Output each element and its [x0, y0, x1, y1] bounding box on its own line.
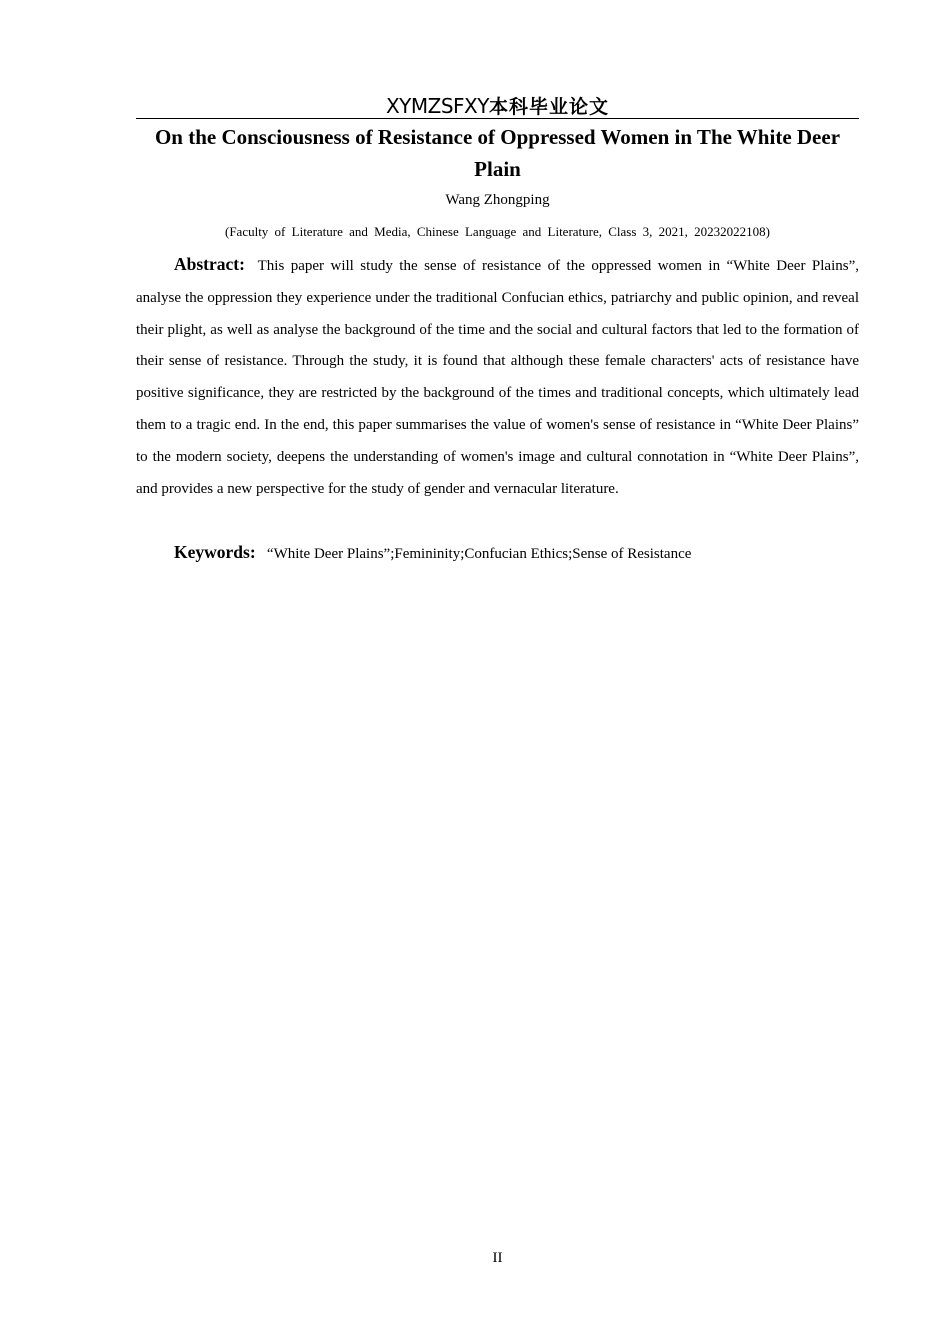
abstract-label: Abstract: [174, 254, 245, 274]
keywords-paragraph [136, 538, 859, 568]
paper-title: On the Consciousness of Resistance of Oppressed Women in The White Deer Plain [154, 125, 841, 181]
keywords-label: Keywords: [174, 542, 256, 562]
keywords-text: “White Deer Plains”;Femininity;Confucian Ethics;Sense of Resistance [266, 546, 692, 562]
abstract-paragraph [136, 249, 859, 505]
author-affiliation: (Faculty of Literature and Media, Chinese Language and Literature, Class 3, 2021, 20232022108) [224, 224, 771, 239]
running-header [136, 94, 859, 119]
author-name: Wang Zhongping [445, 192, 550, 208]
page-number: II [492, 1250, 503, 1266]
abstract-text: This paper will study the sense of resistance of the oppressed women in “White Deer Plains”, analyse the oppression they experience under the traditional Confucian ethics, patriarchy and public opinion, and reveal their plight, as well as analyse the background of the time and the social and cultural factors that led to the formation of their sense of resistance. Through the study, it is found that although these female characters' acts of resistance have positive significance, they are restricted by the background of the times and traditional concepts, which ultimately lead them to a tragic end. In the end, this paper summarises the value of women's sense of resistance in “White Deer Plains” to the modern society, deepens the understanding of women's image and cultural connotation in “White Deer Plains”, and provides a new perspective for the study of gender and vernacular literature. [136, 258, 859, 497]
header-school-code: XYMZSFXY [385, 94, 489, 118]
header-thesis-label: 本科毕业论文 [488, 96, 609, 118]
